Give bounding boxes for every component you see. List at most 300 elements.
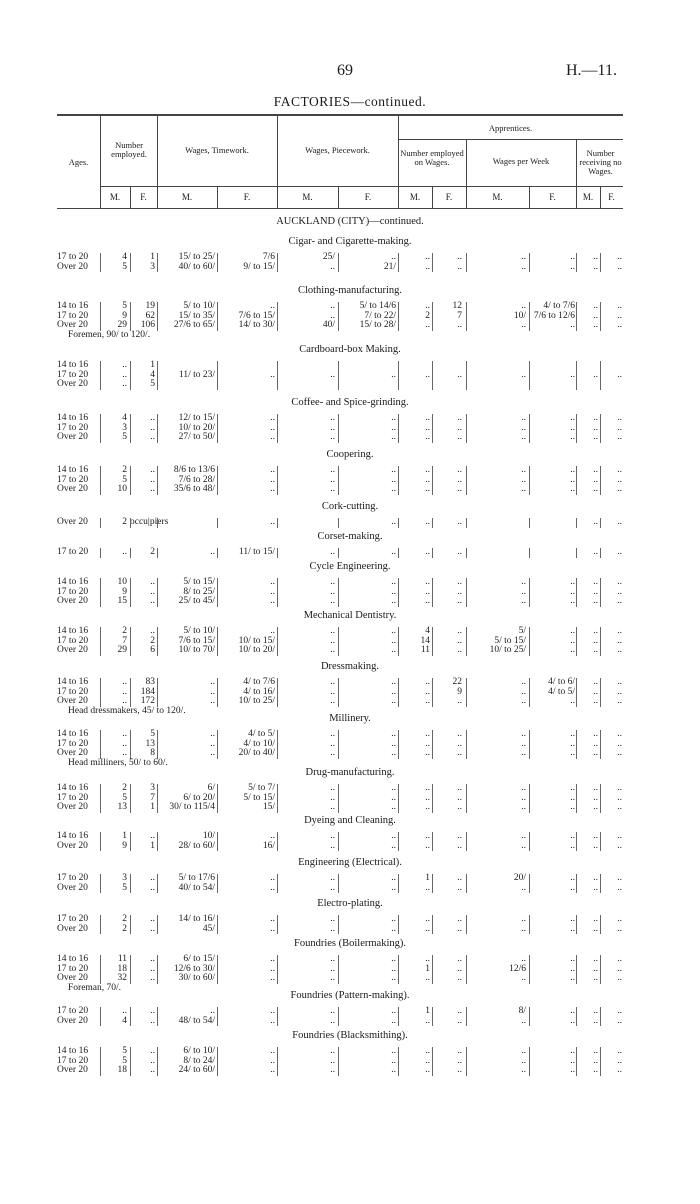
table-cell: .. <box>270 422 275 433</box>
table-cell: .. <box>617 413 622 423</box>
age-cell: 17 to 20 <box>57 586 89 597</box>
table-cell: 2 <box>122 923 127 934</box>
page-number: 69 <box>337 62 353 79</box>
table-cell: .. <box>391 474 396 485</box>
table-cell: .. <box>457 1006 462 1016</box>
table-cell: 3 <box>122 873 127 883</box>
table-cell: .. <box>593 320 598 330</box>
age-cell: 14 to 16 <box>57 831 89 841</box>
table-cell: 2 <box>122 517 127 527</box>
table-cell: .. <box>270 413 275 423</box>
age-cell: 17 to 20 <box>57 1006 89 1016</box>
table-cell: 14 <box>420 635 430 646</box>
table-cell: .. <box>425 783 430 793</box>
table-cell: .. <box>150 882 155 893</box>
age-cell: Over 20 <box>57 973 88 983</box>
table-cell: .. <box>425 320 430 330</box>
table-cell: 4 <box>150 369 155 380</box>
table-cell: .. <box>210 696 215 706</box>
table-cell: 1 <box>425 873 430 883</box>
table-cell: .. <box>570 783 575 793</box>
table-cell: .. <box>425 973 430 983</box>
table-cell: 22 <box>452 677 462 687</box>
table-cell: .. <box>150 626 155 636</box>
sub-m: M. <box>302 192 313 202</box>
table-cell: 15/ <box>262 802 275 812</box>
table-cell: .. <box>425 484 430 494</box>
table-cell: .. <box>457 369 462 380</box>
table-cell: 1 <box>122 831 127 841</box>
table-cell: .. <box>593 1055 598 1066</box>
table-cell: .. <box>391 596 396 606</box>
table-cell: 62 <box>145 310 155 321</box>
table-cell: .. <box>391 792 396 803</box>
table-cell: 25/ <box>322 252 335 262</box>
table-cell: 5 <box>150 729 155 739</box>
section-title: Coopering. <box>326 449 374 460</box>
table-cell: .. <box>270 596 275 606</box>
table-cell: .. <box>122 547 127 557</box>
table-cell: 4/ to 6/ <box>548 677 575 687</box>
table-row <box>0 841 700 852</box>
table-cell: .. <box>330 432 335 442</box>
table-cell: .. <box>617 1055 622 1066</box>
table-cell: .. <box>457 413 462 423</box>
table-cell: 29 <box>117 320 127 330</box>
col-apprentices: Apprentices. <box>488 123 533 133</box>
table-cell: .. <box>593 586 598 597</box>
table-cell: 3 <box>150 783 155 793</box>
col-wages-timework: Wages, Timework. <box>185 145 249 155</box>
table-cell: .. <box>521 484 526 494</box>
table-cell: .. <box>391 577 396 587</box>
table-cell: 2 <box>122 465 127 475</box>
table-cell: .. <box>150 873 155 883</box>
age-cell: 17 to 20 <box>57 422 89 433</box>
sub-f: F. <box>549 192 556 202</box>
table-cell: 10/ <box>513 310 526 321</box>
table-cell: .. <box>425 465 430 475</box>
table-cell: .. <box>210 1006 215 1016</box>
table-cell: 2 <box>425 310 430 321</box>
table-cell: 10/ to 15/ <box>238 635 275 646</box>
table-cell: .. <box>457 873 462 883</box>
table-cell: 13 <box>117 802 127 812</box>
table-cell: .. <box>425 729 430 739</box>
table-cell: .. <box>617 301 622 311</box>
table-cell: .. <box>270 973 275 983</box>
table-cell: .. <box>593 748 598 758</box>
table-cell: .. <box>330 301 335 311</box>
table-cell: 10 <box>117 484 127 494</box>
table-cell: .. <box>570 792 575 803</box>
table-cell: 10/ to 20/ <box>178 422 215 433</box>
table-cell: .. <box>330 369 335 380</box>
table-cell: .. <box>617 1065 622 1075</box>
table-cell: .. <box>270 484 275 494</box>
table-cell: 5/ to 10/ <box>183 301 215 311</box>
table-row <box>0 484 700 495</box>
table-cell: 14/ to 30/ <box>238 320 275 330</box>
section-title: Electro-plating. <box>317 898 383 909</box>
table-cell: .. <box>593 626 598 636</box>
table-row <box>0 645 700 656</box>
age-cell: Over 20 <box>57 840 88 851</box>
table-cell: .. <box>570 645 575 655</box>
table-cell: .. <box>150 973 155 983</box>
table-cell: .. <box>270 954 275 964</box>
table-cell: .. <box>593 474 598 485</box>
table-cell: .. <box>457 738 462 749</box>
table-cell: .. <box>122 729 127 739</box>
table-cell: .. <box>425 301 430 311</box>
table-row <box>0 1016 700 1027</box>
table-cell: .. <box>270 873 275 883</box>
table-cell: .. <box>521 748 526 758</box>
table-cell: 16/ <box>262 840 275 851</box>
table-cell: .. <box>391 369 396 380</box>
table-cell: .. <box>593 677 598 687</box>
table-cell: .. <box>617 310 622 321</box>
table-cell: .. <box>593 1065 598 1075</box>
table-cell: .. <box>521 413 526 423</box>
table-cell: 5 <box>122 474 127 485</box>
row-note: Head milliners, 50/ to 60/. <box>68 757 168 768</box>
table-cell: .. <box>391 626 396 636</box>
table-cell: .. <box>570 369 575 380</box>
page-title: FACTORIES—continued. <box>273 94 427 109</box>
table-cell: .. <box>122 1006 127 1016</box>
table-cell: .. <box>617 474 622 485</box>
age-cell: Over 20 <box>57 596 88 606</box>
table-cell: .. <box>521 954 526 964</box>
table-cell: .. <box>122 738 127 749</box>
table-cell: .. <box>391 914 396 924</box>
age-cell: 14 to 16 <box>57 413 89 423</box>
table-cell: .. <box>425 252 430 262</box>
col-appr-no-wages: Number receiving no Wages. <box>579 148 622 176</box>
table-cell: .. <box>150 484 155 494</box>
sub-f: F. <box>243 192 251 202</box>
table-cell: .. <box>270 517 275 527</box>
table-cell: .. <box>521 474 526 485</box>
table-cell: .. <box>391 748 396 758</box>
table-cell: .. <box>617 973 622 983</box>
table-cell: .. <box>391 729 396 739</box>
table-cell: 4 <box>122 413 127 423</box>
table-cell: 14/ to 16/ <box>178 914 215 924</box>
table-cell: .. <box>425 686 430 697</box>
age-cell: Over 20 <box>57 748 88 758</box>
table-cell: 5/ to 10/ <box>183 626 215 636</box>
table-cell: .. <box>457 802 462 812</box>
table-cell: .. <box>457 831 462 841</box>
table-cell: .. <box>270 1006 275 1016</box>
table-cell: .. <box>270 831 275 841</box>
table-cell: .. <box>425 261 430 272</box>
age-cell: Over 20 <box>57 882 88 893</box>
table-cell: .. <box>457 645 462 655</box>
table-cell: 12/ to 15/ <box>178 413 215 423</box>
table-cell: .. <box>210 547 215 557</box>
age-cell: 17 to 20 <box>57 635 89 646</box>
table-cell: .. <box>391 586 396 597</box>
table-cell: .. <box>457 882 462 893</box>
table-cell: .. <box>425 882 430 893</box>
age-cell: 14 to 16 <box>57 626 89 636</box>
table-cell: .. <box>521 840 526 851</box>
sub-f: F. <box>608 192 615 202</box>
table-cell: .. <box>593 882 598 893</box>
table-cell: .. <box>617 626 622 636</box>
table-cell: 20/ to 40/ <box>238 748 275 758</box>
table-cell: 8/ to 24/ <box>183 1055 215 1066</box>
table-cell: 11 <box>117 954 127 964</box>
table-cell: 7/6 to 28/ <box>178 474 215 485</box>
table-cell: 7/6 to 15/ <box>238 310 275 321</box>
table-row <box>0 517 700 528</box>
table-cell: .. <box>570 261 575 272</box>
table-cell: 12/6 to 30/ <box>173 963 215 974</box>
table-cell: .. <box>570 577 575 587</box>
table-cell: .. <box>593 738 598 749</box>
table-cell: .. <box>521 577 526 587</box>
location-heading: AUCKLAND (CITY)—continued. <box>276 216 424 227</box>
table-row <box>0 1065 700 1076</box>
age-cell: Over 20 <box>57 923 88 934</box>
table-cell: .. <box>521 252 526 262</box>
table-cell: 24/ to 60/ <box>178 1065 215 1075</box>
table-cell: .. <box>391 738 396 749</box>
table-cell: 32 <box>117 973 127 983</box>
table-cell: .. <box>593 1015 598 1026</box>
table-cell: .. <box>150 963 155 974</box>
table-cell: .. <box>330 310 335 321</box>
table-cell: .. <box>391 882 396 893</box>
table-cell: .. <box>330 596 335 606</box>
table-cell: .. <box>617 432 622 442</box>
table-cell: .. <box>122 686 127 697</box>
table-cell: .. <box>457 261 462 272</box>
table-cell: .. <box>330 963 335 974</box>
table-cell: 40/ to 60/ <box>178 261 215 272</box>
table-cell: 2 <box>122 626 127 636</box>
table-cell: 11 <box>420 645 430 655</box>
table-cell: .. <box>150 577 155 587</box>
section-title: Foundries (Pattern-making). <box>290 990 410 1001</box>
table-cell: 27/6 to 65/ <box>173 320 215 330</box>
table-cell: .. <box>425 696 430 706</box>
table-cell: .. <box>330 645 335 655</box>
table-cell: .. <box>617 677 622 687</box>
table-cell: .. <box>270 882 275 893</box>
table-cell: 3 <box>150 261 155 272</box>
table-cell: 5/ to 7/ <box>248 783 275 793</box>
table-cell: 2 <box>150 635 155 646</box>
table-cell: 5 <box>150 379 155 389</box>
table-cell: .. <box>391 1015 396 1026</box>
table-cell: .. <box>425 792 430 803</box>
table-cell: .. <box>570 696 575 706</box>
table-cell: .. <box>457 696 462 706</box>
table-cell: 18 <box>117 963 127 974</box>
table-cell: .. <box>521 792 526 803</box>
table-cell: .. <box>330 1055 335 1066</box>
table-cell: .. <box>570 729 575 739</box>
table-cell: .. <box>270 577 275 587</box>
age-cell: 14 to 16 <box>57 301 89 311</box>
table-cell: .. <box>521 914 526 924</box>
table-cell: .. <box>150 422 155 433</box>
table-cell: .. <box>457 729 462 739</box>
table-cell: .. <box>330 954 335 964</box>
table-cell: 4 <box>122 1015 127 1026</box>
table-cell: .. <box>593 517 598 527</box>
table-cell: .. <box>593 635 598 646</box>
table-cell: 1 <box>425 963 430 974</box>
age-cell: 17 to 20 <box>57 738 89 749</box>
table-cell: .. <box>570 882 575 893</box>
table-cell: .. <box>210 748 215 758</box>
table-cell: .. <box>425 369 430 380</box>
age-cell: Over 20 <box>57 484 88 494</box>
table-cell: .. <box>617 802 622 812</box>
table-cell: .. <box>570 873 575 883</box>
table-cell: 27/ to 50/ <box>178 432 215 442</box>
col-appr-on-wages: Number employed on Wages. <box>400 148 464 167</box>
table-cell: .. <box>391 635 396 646</box>
table-cell: .. <box>521 1055 526 1066</box>
table-cell: 40/ <box>322 320 335 330</box>
table-cell: 4/ to 16/ <box>243 686 275 697</box>
table-cell: .. <box>593 310 598 321</box>
age-cell: 17 to 20 <box>57 547 89 557</box>
table-cell: .. <box>122 748 127 758</box>
table-cell: .. <box>330 696 335 706</box>
table-cell: .. <box>521 677 526 687</box>
table-cell: 106 <box>140 320 155 330</box>
table-cell: .. <box>330 923 335 934</box>
table-cell: .. <box>425 840 430 851</box>
section-title: Cork-cutting. <box>321 501 379 512</box>
table-cell: .. <box>270 474 275 485</box>
section-title: Dressmaking. <box>320 661 380 672</box>
table-cell: .. <box>617 914 622 924</box>
table-cell: .. <box>391 840 396 851</box>
table-cell: .. <box>593 792 598 803</box>
table-cell: 7 <box>122 635 127 646</box>
table-cell: .. <box>570 840 575 851</box>
table-cell: .. <box>391 1065 396 1075</box>
table-cell: .. <box>330 677 335 687</box>
sub-f: F. <box>364 192 372 202</box>
table-cell: .. <box>425 677 430 687</box>
table-cell: .. <box>425 738 430 749</box>
table-cell: .. <box>391 252 396 262</box>
table-cell: .. <box>330 1015 335 1026</box>
table-cell: .. <box>570 474 575 485</box>
table-cell: 7/6 <box>262 252 275 262</box>
sub-m: M. <box>409 192 421 202</box>
table-cell: .. <box>270 1055 275 1066</box>
table-cell: .. <box>150 474 155 485</box>
section-title: Dyeing and Cleaning. <box>304 815 396 826</box>
table-cell: .. <box>593 973 598 983</box>
table-cell: .. <box>617 792 622 803</box>
age-cell: 14 to 16 <box>57 1046 89 1056</box>
table-cell: .. <box>617 738 622 749</box>
table-cell: .. <box>617 923 622 934</box>
table-cell: .. <box>617 252 622 262</box>
table-cell: .. <box>391 517 396 527</box>
table-cell: 10/ to 70/ <box>178 645 215 655</box>
table-cell: .. <box>570 422 575 433</box>
age-cell: Over 20 <box>57 517 88 527</box>
table-cell: .. <box>570 973 575 983</box>
table-cell: 10 <box>117 577 127 587</box>
table-cell: 7/ to 22/ <box>364 310 396 321</box>
table-cell: .. <box>617 517 622 527</box>
table-cell: .. <box>593 686 598 697</box>
table-cell: .. <box>270 586 275 597</box>
table-cell: 9 <box>122 586 127 597</box>
table-cell: .. <box>457 923 462 934</box>
table-cell: .. <box>391 802 396 812</box>
table-cell: .. <box>521 783 526 793</box>
table-cell: .. <box>330 882 335 893</box>
table-cell: 20/ <box>513 873 526 883</box>
table-cell: .. <box>270 914 275 924</box>
table-cell: .. <box>270 369 275 380</box>
table-cell: 7/6 to 12/6 <box>533 310 575 321</box>
table-cell: .. <box>457 320 462 330</box>
table-cell: .. <box>593 596 598 606</box>
table-cell: .. <box>593 432 598 442</box>
table-cell: .. <box>457 547 462 557</box>
table-cell: 5/ to 15/ <box>243 792 275 803</box>
table-cell: .. <box>570 1006 575 1016</box>
table-cell: .. <box>391 413 396 423</box>
table-cell: .. <box>617 645 622 655</box>
age-cell: Over 20 <box>57 379 88 389</box>
table-cell: .. <box>391 465 396 475</box>
table-cell: .. <box>210 738 215 749</box>
table-cell: .. <box>617 882 622 893</box>
table-cell: .. <box>391 484 396 494</box>
table-cell: .. <box>425 748 430 758</box>
table-cell: 1 <box>150 252 155 262</box>
table-cell: 5 <box>122 261 127 272</box>
table-cell: .. <box>617 729 622 739</box>
table-cell: .. <box>521 261 526 272</box>
table-cell: 2 <box>122 783 127 793</box>
table-cell: .. <box>457 484 462 494</box>
table-cell: .. <box>391 973 396 983</box>
table-cell: .. <box>425 474 430 485</box>
table-cell: .. <box>570 914 575 924</box>
col-appr-wages-week: Wages per Week <box>492 156 550 166</box>
table-cell: .. <box>425 1065 430 1075</box>
age-cell: 17 to 20 <box>57 310 89 321</box>
sub-m: M. <box>109 192 121 202</box>
table-cell: .. <box>593 963 598 974</box>
table-cell: .. <box>521 422 526 433</box>
table-cell: 5/ to 15/ <box>183 577 215 587</box>
table-cell: .. <box>391 422 396 433</box>
table-cell: .. <box>150 1015 155 1026</box>
age-cell: Over 20 <box>57 802 88 812</box>
table-cell: .. <box>570 954 575 964</box>
